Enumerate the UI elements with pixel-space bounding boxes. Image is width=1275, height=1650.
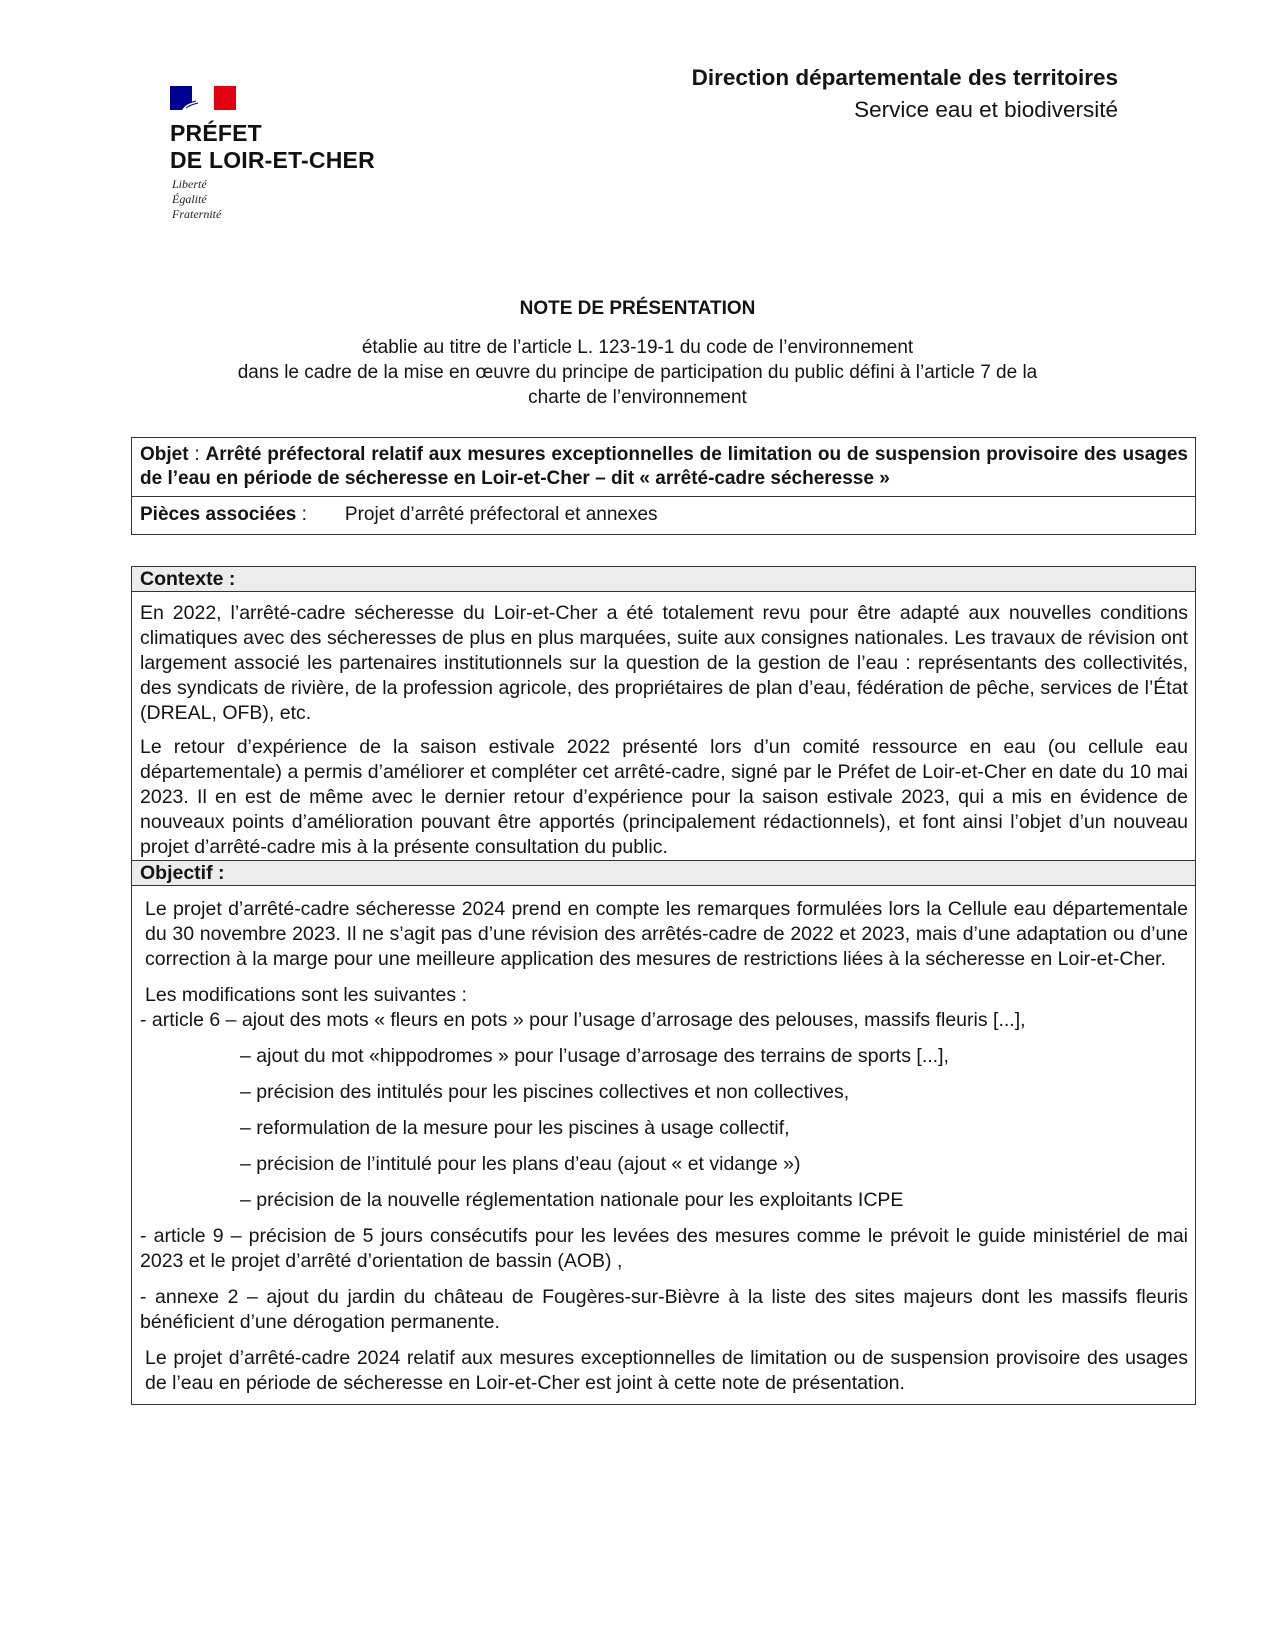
article-6-sub-item: – reformulation de la mesure pour les piscines à usage collectif, — [240, 1117, 790, 1139]
pieces-value: Projet d’arrêté préfectoral et annexes — [344, 504, 658, 525]
contexte-paragraph-2: Le retour d’expérience de la saison estivale 2022 présenté lors d’un comité ressource en eau (ou cellule eau départementale) a permis d’améliorer et compléter cet arrêté-cadre, signé par le Préfet de Loir-et-Cher en date du 10 mai 2023. Il en est de même avec le dernier retour d’expérience pour la saison estivale 2023, qui a mis en évidence de nouveaux points d’amélioration pouvant être apportés (principalement rédactionnels), et font ainsi l’objet d’un nouveau projet d’arrêté-cadre mis à la présente consultation du public. — [140, 736, 1188, 858]
header-service-block — [692, 62, 1118, 125]
objectif-conclusion: Le projet d’arrêté-cadre 2024 relatif aux mesures exceptionnelles de limitation ou de suspension provisoire des usages de l’eau en période de sécheresse en Loir-et-Cher est joint à cette note de présentation. — [145, 1347, 1188, 1394]
article-6-sub-item: – précision de la nouvelle réglementation nationale pour les exploitants ICPE — [240, 1189, 904, 1211]
document-title: NOTE DE PRÉSENTATION — [519, 298, 756, 319]
article-6-sub-item: – précision des intitulés pour les piscines collectives et non collectives, — [240, 1081, 850, 1103]
subtitle-line-3: charte de l’environnement — [528, 387, 747, 408]
article-6-sub-item: – ajout du mot «hippodromes » pour l’usage d’arrosage des terrains de sports [...], — [240, 1045, 949, 1067]
objectif-body — [132, 886, 1195, 1404]
modifications-label: Les modifications sont les suivantes : — [145, 984, 467, 1006]
contexte-heading: Contexte : — [132, 567, 1195, 592]
objectif-intro: Le projet d’arrêté-cadre sécheresse 2024 prend en compte les remarques formulées lors la Cellule eau départementale du 30 novembre 2023. Il ne s’agit pas d’une révision des arrêtés-cadre de 2022 et 2023, mais d’une adaptation ou d’une correction à la marge pour une meilleure application des mesures de restrictions liées à la sécheresse en Loir-et-Cher. — [145, 898, 1188, 970]
pieces-separator: : — [296, 504, 307, 525]
contexte-body — [132, 592, 1195, 860]
article-6-sub-item: – précision de l’intitulé pour les plans d’eau (ajout « et vidange ») — [240, 1153, 801, 1175]
article-9-paragraph: - article 9 – précision de 5 jours consécutifs pour les levées des mesures comme le prévoit le guide ministériel de mai 2023 et le projet d’arrêté d’orientation de bassin (AOB) , — [140, 1225, 1188, 1272]
object-label: Objet — [140, 444, 189, 465]
article-6-line: - article 6 – ajout des mots « fleurs en pots » pour l’usage d’arrosage des pelouses, massifs fleuris [...], — [140, 1009, 1026, 1031]
direction-name: Direction départementale des territoires — [691, 65, 1118, 90]
object-text: Arrêté préfectoral relatif aux mesures exceptionnelles de limitation ou de suspension provisoire des usages de l’eau en période de sécheresse en Loir-et-Cher – dit « arrêté-cadre sécheresse » — [140, 444, 1188, 489]
service-name: Service eau et biodiversité — [854, 97, 1118, 122]
content-table — [131, 566, 1196, 1405]
subtitle-line-2: dans le cadre de la mise en œuvre du principe de participation du public défini à l’article 7 de la — [237, 362, 1038, 383]
object-table — [131, 437, 1196, 535]
objectif-heading: Objectif : — [132, 860, 1195, 886]
pieces-row — [132, 497, 1195, 534]
logo-prefet-name: PRÉFET DE LOIR-ET-CHER — [170, 120, 375, 173]
article-6-sublist — [140, 1044, 1188, 1213]
document-subtitle — [140, 335, 1135, 410]
subtitle-line-1: établie au titre de l’article L. 123-19-1 du code de l’environnement — [361, 337, 914, 358]
logo-motto: Liberté Égalité Fraternité — [172, 177, 222, 221]
annexe-2-paragraph: - annexe 2 – ajout du jardin du château de Fougères-sur-Bièvre à la liste des sites majeurs dont les massifs fleuris bénéficient d’une dérogation permanente. — [140, 1286, 1188, 1333]
marianne-flag-icon — [170, 86, 236, 110]
object-separator: : — [188, 444, 206, 465]
contexte-paragraph-1: En 2022, l’arrêté-cadre sécheresse du Loir-et-Cher a été totalement revu pour être adapté aux nouvelles conditions climatiques avec des sécheresses de plus en plus marquées, suite aux consignes nationales. Les travaux de révision ont largement associé les partenaires institutionnels sur la question de la gestion de l’eau : représentants des collectivités, des syndicats de rivière, de la profession agricole, des propriétaires de plan d’eau, fédération de pêche, services de l’État (DREAL, OFB), etc. — [140, 602, 1188, 724]
pieces-label: Pièces associées — [140, 504, 297, 525]
object-row — [132, 438, 1195, 497]
